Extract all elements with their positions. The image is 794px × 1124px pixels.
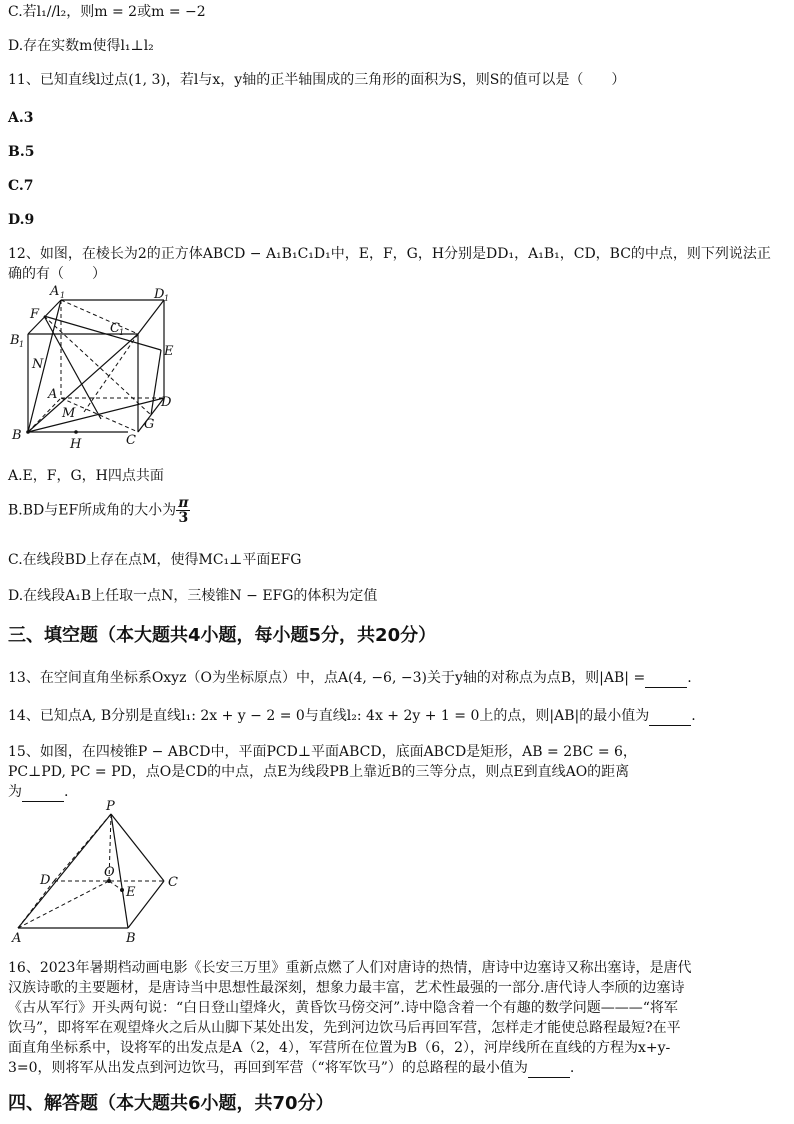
q12-option-c: C.在线段BD上存在点M，使得MC₁⊥平面EFG	[8, 552, 302, 568]
q13-text: 13、在空间直角坐标系Oxyz（O为坐标原点）中，点A(4, −6, −3)关于y轴的对称点为点B，则|AB| =	[8, 670, 646, 686]
q11-option-b: B.5	[8, 144, 35, 160]
label-c1: C	[110, 321, 120, 336]
pi-over-3-fraction	[176, 496, 190, 525]
label-a: A	[48, 387, 58, 402]
label-g: G	[144, 417, 155, 432]
label-f: F	[30, 307, 40, 322]
label-d1: D	[154, 287, 165, 302]
q12-option-a: A.E，F，G，H四点共面	[8, 468, 164, 484]
q15-text: 为	[8, 784, 22, 800]
label-a: A	[12, 931, 22, 946]
q14	[8, 706, 696, 726]
label-b1-sub: 1	[19, 340, 25, 349]
q16-line-1: 16、2023年暑期档动画电影《长安三万里》重新点燃了人们对唐诗的热情，唐诗中边塞诗又称出塞诗，是唐代	[8, 960, 692, 976]
section-4-title: 四、解答题（本大题共6小题，共70分）	[8, 1093, 334, 1114]
q12-option-b-text: B.BD与EF所成角的大小为	[8, 502, 177, 519]
q11-option-d: D.9	[8, 212, 35, 228]
label-m: M	[62, 406, 76, 421]
q16-line-6	[8, 1058, 574, 1078]
label-o: O	[104, 865, 115, 880]
q16-line-3: 《古从军行》开头两句说：“白日登山望烽火，黄昏饮马傍交河”.诗中隐含着一个有趣的数学问题———“将军	[8, 1000, 678, 1016]
q12-stem: 12、如图，在棱长为2的正方体ABCD − A₁B₁C₁D₁中，E，F，G，H分别是DD₁，A₁B₁，CD，BC的中点，则下列说法正确的有（ ）	[8, 246, 771, 282]
label-n: N	[32, 357, 44, 372]
q15-line-3	[8, 782, 68, 802]
q15-period: .	[64, 784, 69, 800]
q16-period: .	[569, 1060, 575, 1076]
q14-period: .	[691, 708, 696, 724]
label-e: E	[164, 344, 174, 359]
label-b: B	[126, 931, 136, 946]
q11-stem: 11、已知直线l过点(1, 3)，若l与x，y轴的正半轴围成的三角形的面积为S，则S的值可以是（ ）	[8, 72, 626, 88]
q14-answer-blank	[649, 711, 691, 726]
q13-period: .	[687, 670, 692, 686]
fraction-denominator: 3	[178, 510, 189, 526]
label-c: C	[126, 433, 136, 448]
label-d: D	[161, 395, 172, 410]
q16-line-2: 汉族诗歌的主要题材，是唐诗当中思想性最深刻，想象力最丰富，艺术性最强的一部分.唐代诗人李颀的边塞诗	[8, 980, 685, 996]
q16-line-4: 饮马”，即将军在观望烽火之后从山脚下某处出发，先到河边饮马后再回军营，怎样走才能使总路程最短?在平	[8, 1020, 681, 1036]
q13	[8, 668, 692, 688]
q10-option-d: D.存在实数m使得l₁⊥l₂	[8, 38, 154, 54]
q11-option-a: A.3	[8, 110, 34, 126]
pyramid-figure	[6, 800, 196, 948]
q12-option-b	[8, 496, 190, 525]
label-d: D	[40, 873, 51, 888]
label-h: H	[70, 437, 82, 452]
section-3-title: 三、填空题（本大题共4小题，每小题5分，共20分）	[8, 625, 437, 646]
q14-text: 14、已知点A, B分别是直线l₁: 2x + y − 2 = 0与直线l₂: 4x + 2y + 1 = 0上的点，则|AB|的最小值为	[8, 708, 650, 724]
q16-answer-blank	[528, 1063, 570, 1078]
q16-line-5: 面直角坐标系中，设将军的出发点是A（2，4），军营所在位置为B（6，2），河岸线所在直线的方程为x+y-	[8, 1040, 671, 1056]
fraction-numerator: π	[178, 495, 189, 511]
label-c: C	[168, 875, 178, 890]
label-a1: A	[50, 284, 60, 299]
label-c1-sub: 1	[119, 328, 125, 337]
label-a1-sub: 1	[60, 291, 66, 300]
q15-line-2: PC⊥PD, PC = PD，点O是CD的中点，点E为线段PB上靠近B的三等分点，则点E到直线AO的距离	[8, 764, 630, 780]
q16-text: 3=0，则将军从出发点到河边饮马，再回到军营（“将军饮马”）的总路程的最小值为	[8, 1060, 528, 1076]
label-p: P	[106, 800, 115, 814]
label-d1-sub: 1	[164, 294, 170, 303]
label-e: E	[126, 885, 136, 900]
cube-figure	[6, 282, 186, 452]
q10-option-c: C.若l₁//l₂，则m = 2或m = −2	[8, 4, 206, 20]
q15-line-1: 15、如图，在四棱锥P − ABCD中，平面PCD⊥平面ABCD，底面ABCD是矩形，AB = 2BC = 6，	[8, 744, 637, 760]
label-b1: B	[10, 333, 20, 348]
label-b: B	[12, 428, 22, 443]
q13-answer-blank	[645, 673, 687, 688]
q12-option-d: D.在线段A₁B上任取一点N，三棱锥N − EFG的体积为定值	[8, 588, 378, 604]
q11-option-c: C.7	[8, 178, 34, 194]
